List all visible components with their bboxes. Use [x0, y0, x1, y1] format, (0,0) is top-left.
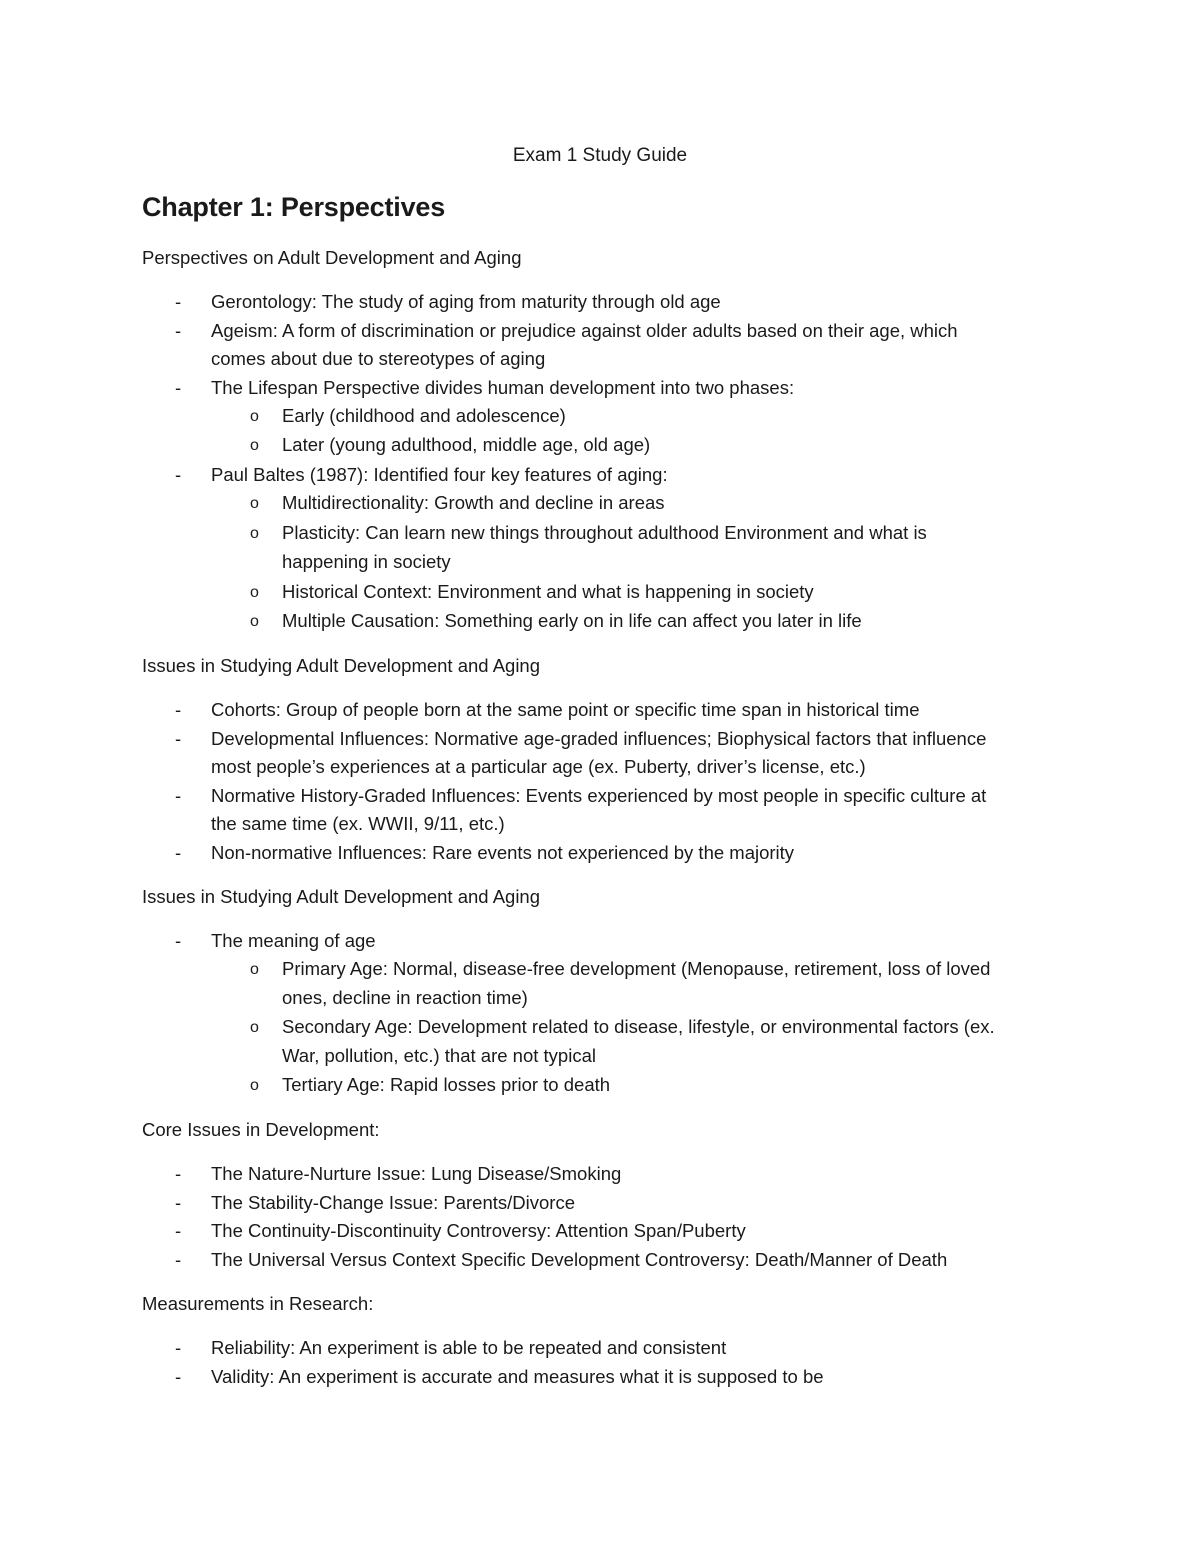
dash-bullet: - [175, 785, 182, 806]
circle-bullet: o [250, 613, 259, 630]
section-heading-core-issues: Core Issues in Development: [142, 1119, 380, 1140]
dash-bullet: - [175, 1220, 182, 1241]
list-item-gerontology: Gerontology: The study of aging from maturity through old age [211, 291, 721, 312]
sublist-item-plasticity-cont: happening in society [282, 551, 451, 572]
circle-bullet: o [250, 437, 259, 454]
dash-bullet: - [175, 464, 182, 485]
circle-bullet: o [250, 1077, 259, 1094]
sublist-item-early: Early (childhood and adolescence) [282, 405, 566, 426]
circle-bullet: o [250, 584, 259, 601]
dash-bullet: - [175, 930, 182, 951]
section-heading-measurements: Measurements in Research: [142, 1293, 374, 1314]
sublist-item-multidirectionality: Multidirectionality: Growth and decline in areas [282, 492, 665, 513]
list-item-reliability: Reliability: An experiment is able to be repeated and consistent [211, 1337, 727, 1358]
list-item-ageism: Ageism: A form of discrimination or prejudice against older adults based on their age, which [211, 320, 958, 341]
circle-bullet: o [250, 495, 259, 512]
dash-bullet: - [175, 1163, 182, 1184]
sublist-item-primary-age-cont: ones, decline in reaction time) [282, 987, 528, 1008]
list-item-normative-history-cont: the same time (ex. WWII, 9/11, etc.) [211, 813, 505, 834]
chapter-heading: Chapter 1: Perspectives [142, 192, 446, 222]
sublist-item-secondary-age: Secondary Age: Development related to disease, lifestyle, or environmental factors (ex. [282, 1016, 995, 1037]
list-item-ageism-cont: comes about due to stereotypes of aging [211, 348, 546, 369]
list-item-meaning-of-age: The meaning of age [211, 930, 376, 951]
list-item-stability-change: The Stability-Change Issue: Parents/Divorce [211, 1192, 576, 1213]
document-title: Exam 1 Study Guide [512, 145, 688, 166]
list-item-continuity: The Continuity-Discontinuity Controversy: Attention Span/Puberty [211, 1220, 746, 1241]
list-item-lifespan: The Lifespan Perspective divides human development into two phases: [211, 377, 795, 398]
dash-bullet: - [175, 1249, 182, 1270]
list-item-non-normative: Non-normative Influences: Rare events not experienced by the majority [211, 842, 795, 863]
sublist-item-secondary-age-cont: War, pollution, etc.) that are not typical [282, 1045, 596, 1066]
list-item-validity: Validity: An experiment is accurate and measures what it is supposed to be [211, 1366, 824, 1387]
dash-bullet: - [175, 699, 182, 720]
sublist-item-tertiary-age: Tertiary Age: Rapid losses prior to death [282, 1074, 611, 1095]
dash-bullet: - [175, 377, 182, 398]
dash-bullet: - [175, 842, 182, 863]
list-item-developmental-influences-cont: most people’s experiences at a particular age (ex. Puberty, driver’s license, etc.) [211, 756, 866, 777]
list-item-universal-versus-context: The Universal Versus Context Specific Development Controversy: Death/Manner of Death [211, 1249, 948, 1270]
dash-bullet: - [175, 728, 182, 749]
dash-bullet: - [175, 291, 182, 312]
sublist-item-primary-age: Primary Age: Normal, disease-free development (Menopause, retirement, loss of loved [282, 958, 991, 979]
sublist-item-plasticity: Plasticity: Can learn new things throughout adulthood Environment and what is [282, 522, 927, 543]
section-heading-perspectives: Perspectives on Adult Development and Aging [142, 247, 522, 268]
dash-bullet: - [175, 1337, 182, 1358]
circle-bullet: o [250, 1019, 259, 1036]
sublist-item-historical-context: Historical Context: Environment and what is happening in society [282, 581, 814, 602]
circle-bullet: o [250, 525, 259, 542]
list-item-normative-history: Normative History-Graded Influences: Events experienced by most people in specific culture at [211, 785, 987, 806]
list-item-developmental-influences: Developmental Influences: Normative age-graded influences; Biophysical factors that influence [211, 728, 987, 749]
dash-bullet: - [175, 320, 182, 341]
circle-bullet: o [250, 408, 259, 425]
section-heading-issues: Issues in Studying Adult Development and Aging [142, 655, 541, 676]
circle-bullet: o [250, 961, 259, 978]
sublist-item-multiple-causation: Multiple Causation: Something early on in life can affect you later in life [282, 610, 862, 631]
list-item-nature-nurture: The Nature-Nurture Issue: Lung Disease/Smoking [211, 1163, 622, 1184]
section-heading-issues-2: Issues in Studying Adult Development and Aging [142, 886, 541, 907]
list-item-cohorts: Cohorts: Group of people born at the same point or specific time span in historical time [211, 699, 920, 720]
dash-bullet: - [175, 1192, 182, 1213]
sublist-item-later: Later (young adulthood, middle age, old age) [282, 434, 651, 455]
list-item-baltes: Paul Baltes (1987): Identified four key features of aging: [211, 464, 668, 485]
dash-bullet: - [175, 1366, 182, 1387]
